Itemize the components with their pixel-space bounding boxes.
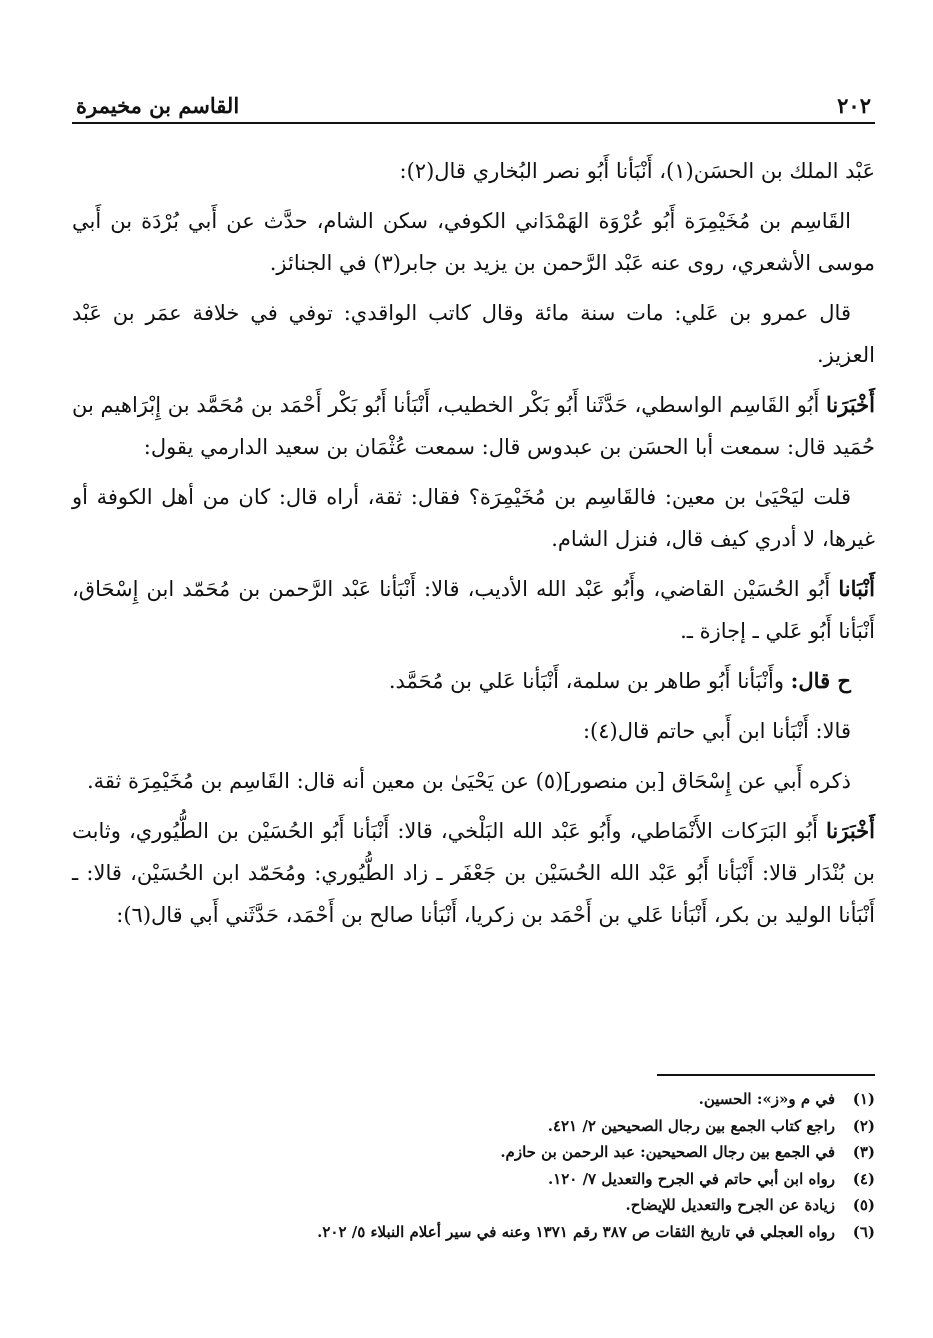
footnote: (٢) راجع كتاب الجمع بين رجال الصحيحين ٢/ ٤٢١. <box>547 1116 875 1135</box>
paragraph-lead: ح قال: <box>790 668 851 693</box>
paragraph-lead: أَخْبَرَنا <box>826 392 875 417</box>
paragraph-lead: أَنْبَانا <box>838 576 875 601</box>
paragraph: القَاسِم بن مُخَيْمِرَة أَبُو عُرْوَة الهَمْدَاني الكوفي، سكن الشام، حدَّث عن أَبي بُرْدَة بن أَبي موسى الأشعري، روى عنه عَبْد الرَّحمن بن يزيد بن جابر(٣) في الجنائز. <box>72 209 875 275</box>
paragraph-lead: أَخْبَرَنا <box>826 818 875 843</box>
paragraph: ح قال: وأَنْبَأنا أَبُو طاهر بن سلمة، أَنْبَأنا عَلي بن مُحَمَّد. <box>388 668 851 693</box>
footnote-divider <box>657 1074 875 1076</box>
page-header <box>72 84 875 124</box>
footnotes <box>72 1074 875 1245</box>
paragraph: قال عمرو بن عَلي: مات سنة مائة وقال كاتب الواقدي: توفي في خلافة عمَر بن عَبْد العزيز. <box>72 301 875 367</box>
running-title: القاسم بن مخيمرة <box>76 93 240 118</box>
paragraph: عَبْد الملك بن الحسَن(١)، أَنْبَأنا أَبُو نصر البُخاري قال(٢): <box>399 159 875 183</box>
footnote: (٤) رواه ابن أبي حاتم في الجرح والتعديل ٧/ ١٢٠. <box>547 1169 875 1188</box>
paragraph: أَخْبَرَنا أَبُو البَرَكات الأَنْمَاطي، وأَبُو عَبْد الله البَلْخي، قالا: أَنْبَأنا أَبُو الحُسَيْن بن الطُّيُوري، وثابت بن بُنْدَار قالا: أَنْبَأنا أَبُو عَبْد الله الحُسَيْن بن جَعْفَر ـ زاد الطُّيُوري: ومُحَمّد ابن الحُسَيْن، قالا: ـ أَنْبَأنا الوليد بن بكر، أَنْبَأنا عَلي بن أَحْمَد بن زكريا، أَنْبَأنا صالح بن أَحْمَد، حَدَّثَني أَبي قال(٦): <box>72 818 875 927</box>
footnote: (١) في م و«ز»: الحسين. <box>698 1090 875 1108</box>
page-number: ٢٠٢ <box>837 93 871 118</box>
footnote: (٥) زيادة عن الجرح والتعديل للإيضاح. <box>625 1196 875 1214</box>
footnote: (٦) رواه العجلي في تاريخ الثقات ص ٣٨٧ رقم ١٣٧١ وعنه في سير أعلام النبلاء ٥/ ٢٠٢. <box>317 1222 875 1241</box>
paragraph: ذكره أَبي عن إِسْحَاق [بن منصور](٥) عن يَحْيَىٰ بن معين أنه قال: القَاسِم بن مُخَيْمِرَة ثقة. <box>86 769 851 793</box>
paragraph: قالا: أَنْبَأنا ابن أَبي حاتم قال(٤): <box>582 719 851 743</box>
main-text <box>72 150 875 936</box>
footnote: (٣) في الجمع بين رجال الصحيحين: عبد الرحمن بن حازم. <box>500 1143 875 1161</box>
paragraph: قلت ليَحْيَىٰ بن معين: فالقَاسِم بن مُخَيْمِرَة؟ فقال: ثقة، أراه قال: كان من أهل الكوفة أو غيرها، لا أدري كيف قال، فنزل الشام. <box>72 485 875 551</box>
paragraph: أَنْبَانا أَبُو الحُسَيْن القاضي، وأَبُو عَبْد الله الأديب، قالا: أَنْبَأنا عَبْد الرَّحمن بن مُحَمّد ابن إِسْحَاق، أَنْبَأنا أَبُو عَلي ـ إجازة ـ. <box>72 576 875 643</box>
paragraph: أَخْبَرَنا أَبُو القَاسِم الواسطي، حَدَّثَنا أَبُو بَكْر الخطيب، أَنْبَأنا أَبُو بَكْر أَحْمَد بن مُحَمَّد بن إِبْرَاهيم بن حُمَيد قال: سمعت أبا الحسَن بن عبدوس قال: سمعت عُثْمَان بن سعيد الدارمي يقول: <box>72 392 875 459</box>
